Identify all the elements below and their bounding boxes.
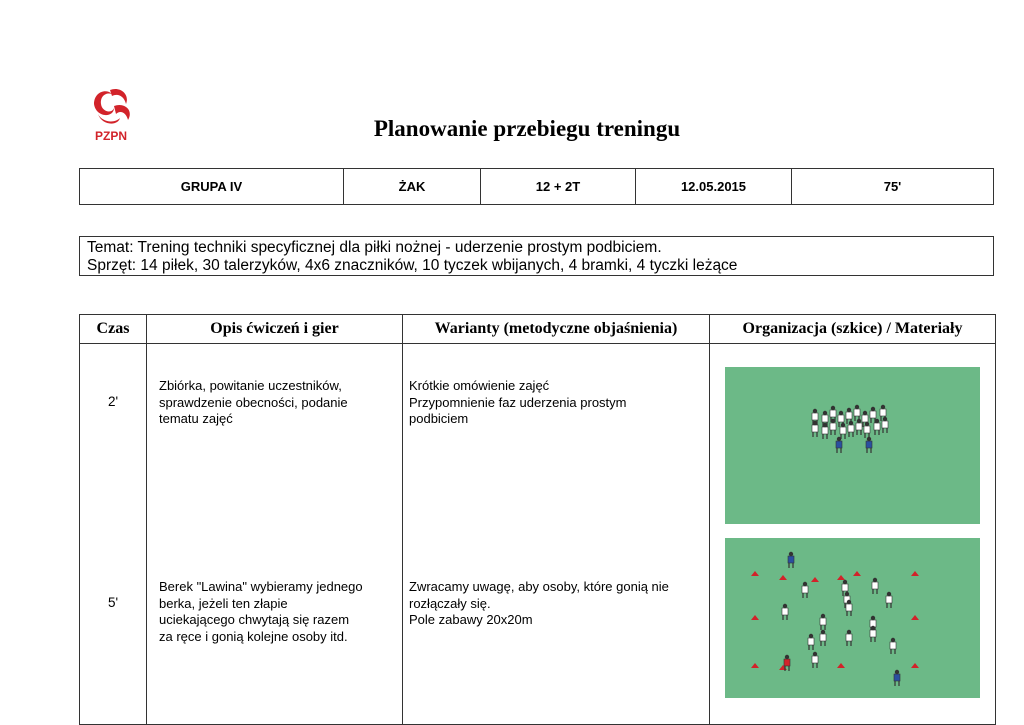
header-organization: Organizacja (szkice) / Materiały <box>710 315 996 344</box>
row-2-variants <box>409 579 669 629</box>
player-figure <box>822 423 828 439</box>
header-variants: Warianty (metodyczne objaśnienia) <box>403 315 710 344</box>
row-2-description <box>159 579 363 645</box>
row-1-time: 2' <box>107 394 119 409</box>
equipment-line: Sprzęt: 14 piłek, 30 talerzyków, 4x6 znaczników, 10 tyczek wbijanych, 4 bramki, 4 tyczki leżące <box>87 257 738 274</box>
cone-marker <box>779 575 787 580</box>
header-time: Czas <box>80 315 147 344</box>
topic-line: Temat: Trening techniki specyficznej dla piłki nożnej - uderzenie prostym podbiciem. <box>87 239 662 256</box>
plan-table <box>79 314 996 725</box>
row-1-description-line: tematu zajęć <box>159 411 233 426</box>
player-figure <box>882 417 888 433</box>
row-2-description-line: za ręce i gonią kolejne osoby itd. <box>159 628 348 644</box>
player-figure <box>812 652 818 668</box>
duration-cell: 75' <box>792 169 994 205</box>
cone-marker <box>837 663 845 668</box>
group-cell: GRUPA IV <box>80 169 344 205</box>
coach-figure <box>788 552 794 568</box>
plan-body-row <box>80 344 996 725</box>
row-1-variants-line: Przypomnienie faz uderzenia prostym <box>409 394 627 410</box>
organization-column <box>710 344 996 725</box>
row-2-description-line: berka, jeżeli ten złapie <box>159 595 288 611</box>
player-figure <box>872 578 878 594</box>
svg-text:PZPN: PZPN <box>94 129 128 143</box>
info-table <box>79 168 994 205</box>
player-figure <box>848 421 854 437</box>
time-column <box>80 344 147 725</box>
cone-marker <box>911 615 919 620</box>
player-figure <box>840 423 846 439</box>
cone-marker <box>911 571 919 576</box>
info-row <box>80 169 994 205</box>
coach-figure <box>836 437 842 453</box>
topic-box <box>79 236 994 276</box>
row-1-variants-line: podbiciem <box>409 411 469 426</box>
description-column <box>147 344 403 725</box>
header-description: Opis ćwiczeń i gier <box>147 315 403 344</box>
date-cell: 12.05.2015 <box>636 169 792 205</box>
player-figure <box>864 422 870 438</box>
player-figure <box>808 634 814 650</box>
sketch-2-drawing <box>725 538 980 698</box>
row-1-description-line: sprawdzenie obecności, podanie <box>159 394 348 410</box>
player-figure <box>856 419 862 435</box>
player-figure <box>782 604 788 620</box>
player-figure <box>854 405 860 421</box>
player-figure <box>830 419 836 435</box>
cone-marker <box>751 615 759 620</box>
row-1-description <box>159 378 348 428</box>
sketch-1-pitch <box>725 367 980 524</box>
player-figure <box>802 582 808 598</box>
category-cell: ŻAK <box>344 169 481 205</box>
variants-column <box>403 344 710 725</box>
player-figure <box>886 592 892 608</box>
player-figure <box>846 630 852 646</box>
chaser-figure <box>784 655 790 671</box>
row-1-description-line: Zbiórka, powitanie uczestników, <box>159 378 342 393</box>
row-1-variants <box>409 378 627 428</box>
player-figure <box>820 630 826 646</box>
row-2-description-line: uciekającego chwytają się razem <box>159 612 350 627</box>
cone-marker <box>837 575 845 580</box>
plan-header-row <box>80 315 996 344</box>
player-figure <box>812 421 818 437</box>
coach-figure <box>866 437 872 453</box>
player-figure <box>820 614 826 630</box>
sketch-1-drawing <box>725 367 980 524</box>
row-2-time: 5' <box>107 595 119 610</box>
row-2-variants-line: rozłączały się. <box>409 595 491 611</box>
cone-marker <box>911 663 919 668</box>
cone-marker <box>811 577 819 582</box>
player-figure <box>870 626 876 642</box>
player-figure <box>890 638 896 654</box>
row-2-variants-line: Pole zabawy 20x20m <box>409 612 533 627</box>
player-figure <box>846 600 852 616</box>
cone-marker <box>853 571 861 576</box>
cone-marker <box>751 571 759 576</box>
row-2-variants-line: Zwracamy uwagę, aby osoby, które gonią nie <box>409 579 669 594</box>
page-title: Planowanie przebiegu treningu <box>373 116 681 141</box>
sketch-2-pitch <box>725 538 980 698</box>
coach-figure <box>894 670 900 686</box>
row-2-description-line: Berek "Lawina" wybieramy jednego <box>159 579 363 594</box>
row-1-variants-line: Krótkie omówienie zajęć <box>409 378 550 393</box>
players-cell: 12 + 2T <box>481 169 636 205</box>
player-figure <box>874 419 880 435</box>
cone-marker <box>751 663 759 668</box>
